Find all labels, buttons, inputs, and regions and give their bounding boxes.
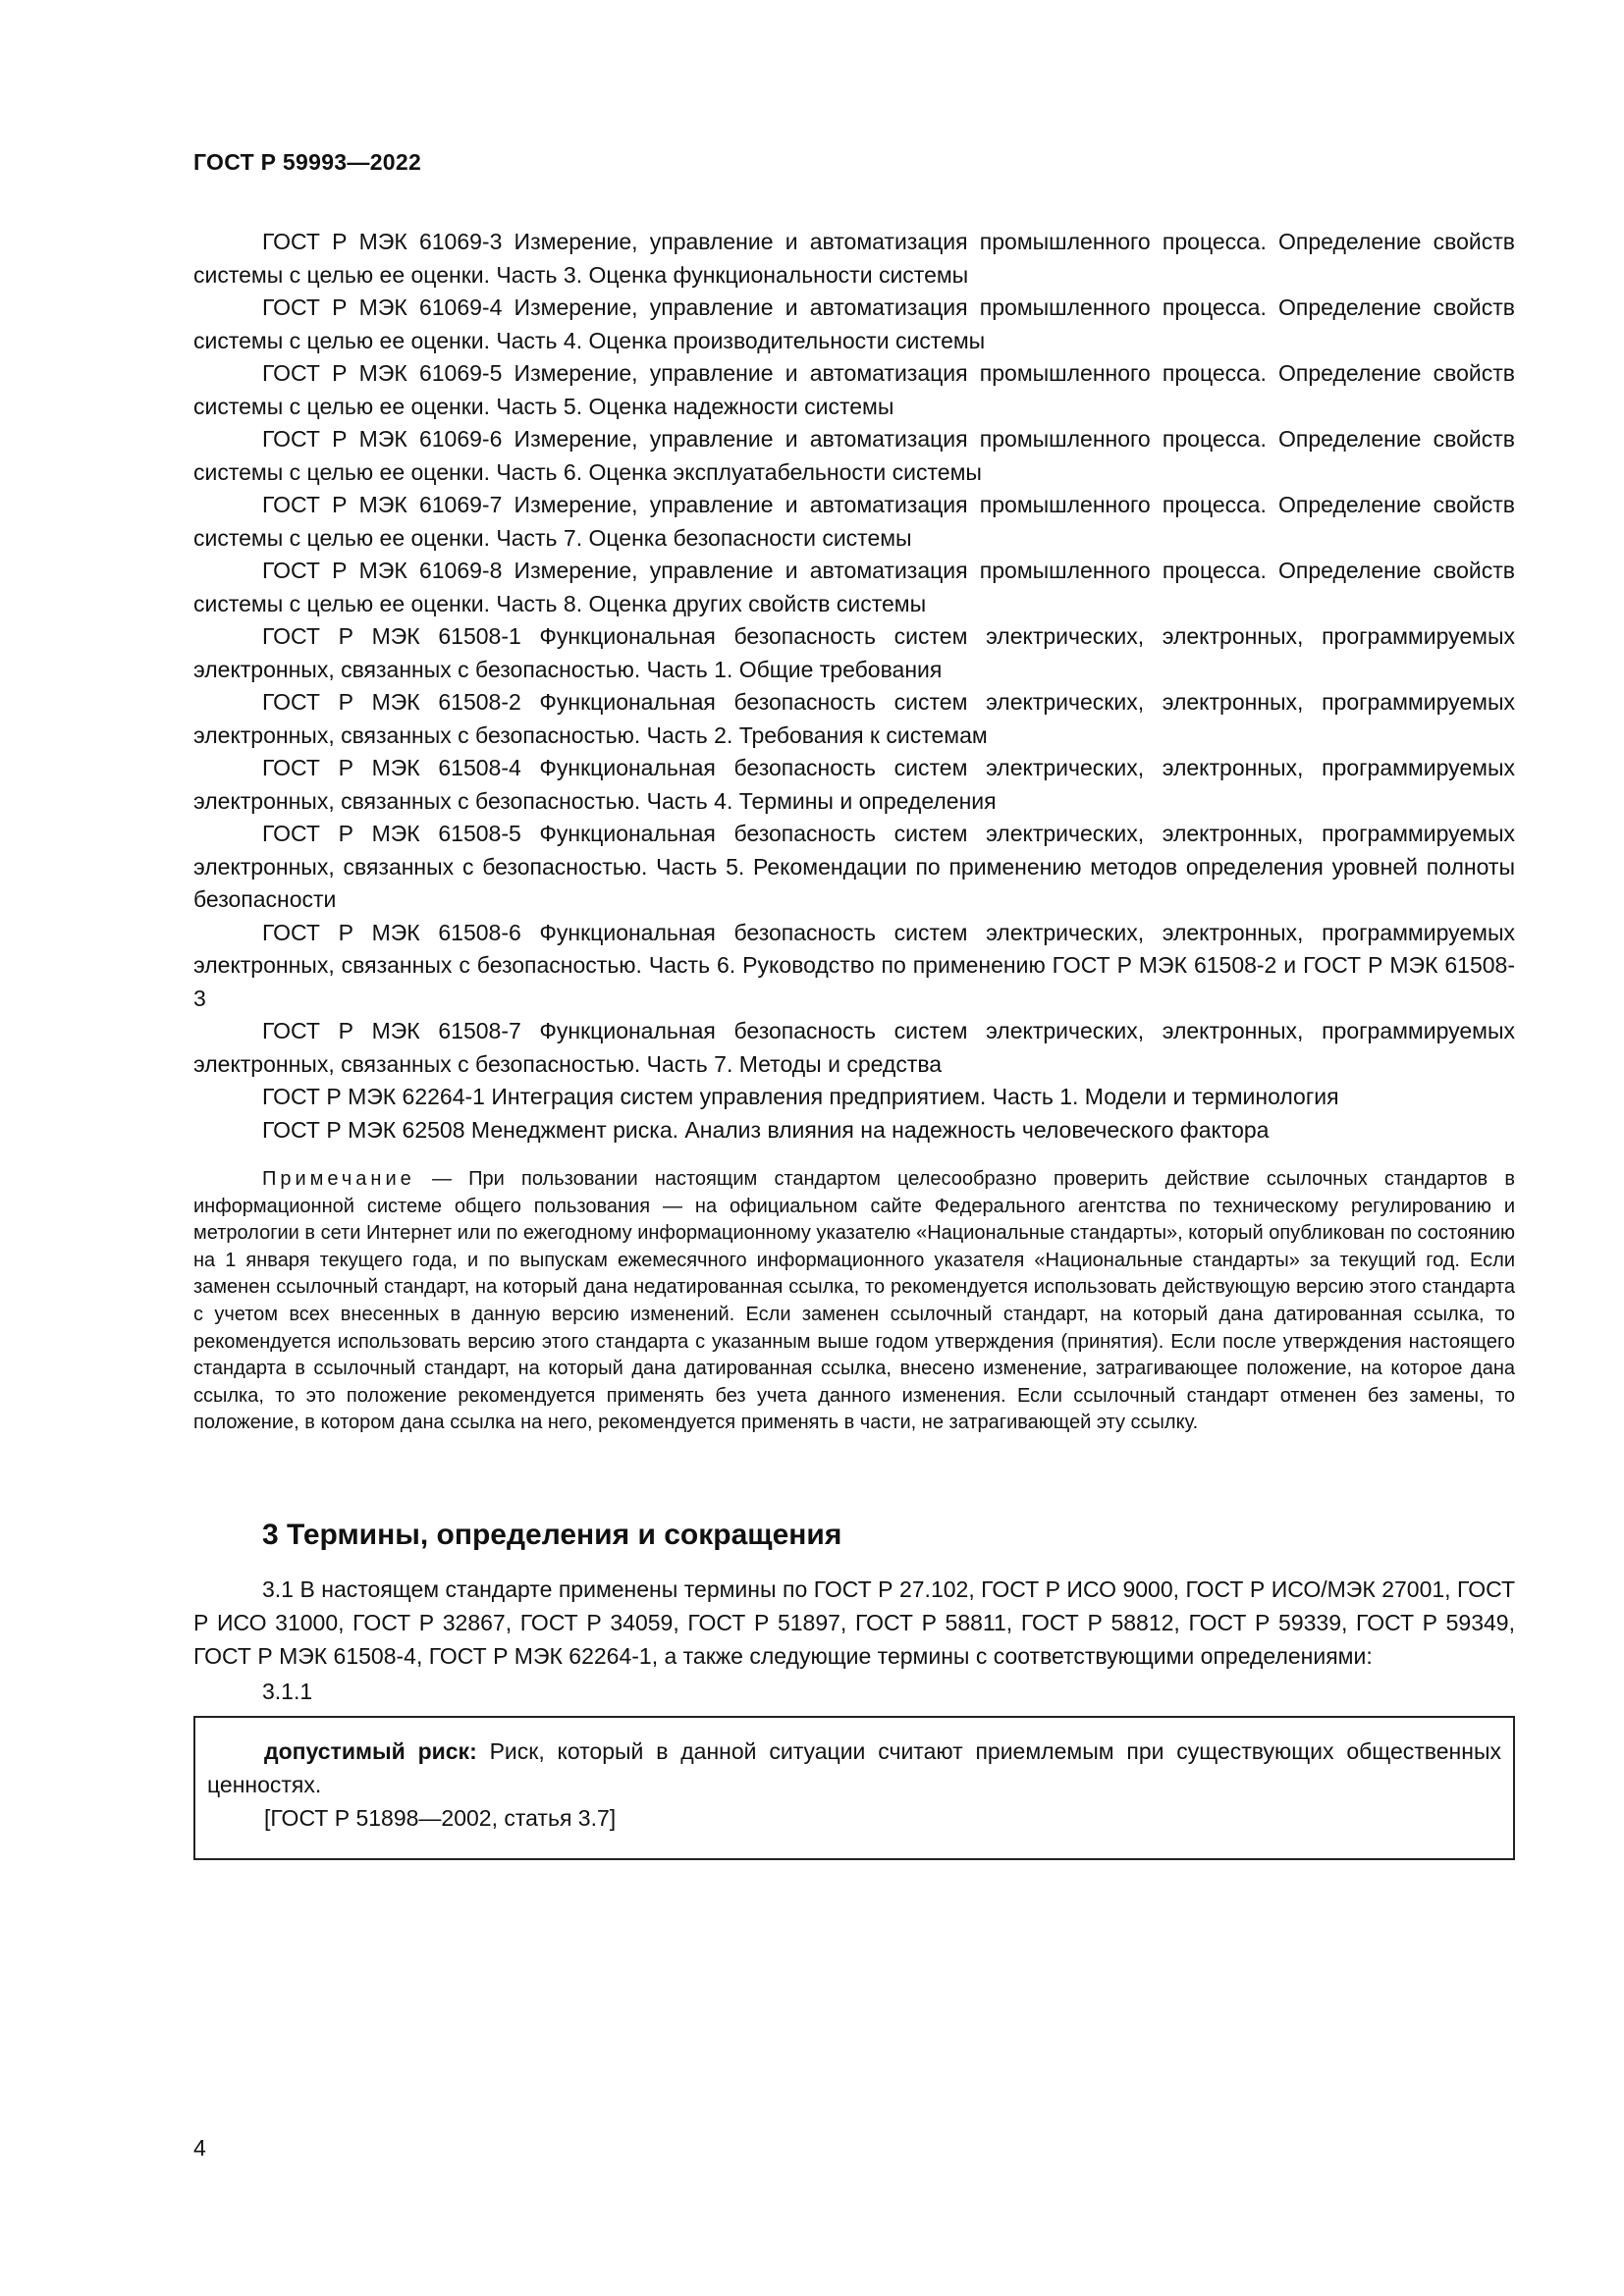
note-paragraph xyxy=(193,1166,1515,1437)
section-title: 3 Термины, определения и сокращения xyxy=(262,1518,842,1551)
page-content xyxy=(193,226,1515,1860)
reference-item: ГОСТ Р МЭК 61508-6 Функциональная безопасность систем электрических, электронных, программируемых электронных, связанных с безопасностью. Часть 6. Руководство по применению ГОСТ Р МЭК 61508-2 и ГОСТ Р МЭК 61508-3 xyxy=(193,919,1515,1011)
note-label: Примечание xyxy=(262,1168,415,1190)
term-source: [ГОСТ Р 51898—2002, статья 3.7] xyxy=(264,1804,617,1831)
reference-item: ГОСТ Р МЭК 61508-2 Функциональная безопасность систем электрических, электронных, программируемых электронных, связанных с безопасностью. Часть 2. Требования к системам xyxy=(193,689,1515,748)
reference-item: ГОСТ Р МЭК 61508-7 Функциональная безопасность систем электрических, электронных, программируемых электронных, связанных с безопасностью. Часть 7. Методы и средства xyxy=(193,1018,1515,1077)
reference-item: ГОСТ Р МЭК 61508-4 Функциональная безопасность систем электрических, электронных, программируемых электронных, связанных с безопасностью. Часть 4. Термины и определения xyxy=(193,755,1515,814)
reference-item: ГОСТ Р МЭК 62508 Менеджмент риска. Анализ влияния на надежность человеческого фактора xyxy=(262,1116,1270,1143)
reference-item: ГОСТ Р МЭК 61069-5 Измерение, управление и автоматизация промышленного процесса. Определение свойств системы с целью ее оценки. Часть 5. Оценка надежности системы xyxy=(193,360,1515,419)
reference-item: ГОСТ Р МЭК 61069-4 Измерение, управление и автоматизация промышленного процесса. Определение свойств системы с целью ее оценки. Часть 4. Оценка производительности системы xyxy=(193,294,1515,353)
reference-item: ГОСТ Р МЭК 61069-3 Измерение, управление и автоматизация промышленного процесса. Определение свойств системы с целью ее оценки. Часть 3. Оценка функциональности системы xyxy=(193,229,1515,288)
term-definition-text: Риск, который в данной ситуации считают приемлемым при существующих общественных ценностях. xyxy=(207,1737,1501,1797)
reference-item: ГОСТ Р МЭК 61069-7 Измерение, управление и автоматизация промышленного процесса. Определение свойств системы с целью ее оценки. Часть 7. Оценка безопасности системы xyxy=(193,492,1515,551)
term-definition xyxy=(207,1735,1501,1801)
page-number: 4 xyxy=(193,2135,206,2161)
reference-item: ГОСТ Р МЭК 61069-6 Измерение, управление и автоматизация промышленного процесса. Определение свойств системы с целью ее оценки. Часть 6. Оценка эксплуатабельности системы xyxy=(193,426,1515,485)
reference-item: ГОСТ Р МЭК 61069-8 Измерение, управление и автоматизация промышленного процесса. Определение свойств системы с целью ее оценки. Часть 8. Оценка других свойств системы xyxy=(193,558,1515,616)
term-name: допустимый риск: xyxy=(264,1737,477,1764)
section-paragraph: 3.1 В настоящем стандарте применены термины по ГОСТ Р 27.102, ГОСТ Р ИСО 9000, ГОСТ Р ИСО/МЭК 27001, ГОСТ Р ИСО 31000, ГОСТ Р 32867, ГОСТ Р 34059, ГОСТ Р 51897, ГОСТ Р 58811, ГОСТ Р 58812, ГОСТ Р 59339, ГОСТ Р 59349, ГОСТ Р МЭК 61508-4, ГОСТ Р МЭК 62264-1, а также следующие термины с соответствующими определениями: xyxy=(193,1575,1515,1669)
normative-references-list xyxy=(193,226,1515,1147)
term-definition-box xyxy=(193,1716,1515,1860)
term-item-number: 3.1.1 xyxy=(262,1678,313,1704)
reference-item: ГОСТ Р МЭК 61508-1 Функциональная безопасность систем электрических, электронных, программируемых электронных, связанных с безопасностью. Часть 1. Общие требования xyxy=(193,623,1515,682)
document-code: ГОСТ Р 59993—2022 xyxy=(193,149,422,175)
note-text: — При пользовании настоящим стандартом целесообразно проверить действие ссылочных стандартов в информационной системе общего пользования — на официальном сайте Федерального агентства по техническому регулированию и метрологии в сети Интернет или по ежегодному информационному указателю «Национальные стандарты», который опубликован по состоянию на 1 января текущего года, и по выпускам ежемесячного информационного указателя «Национальные стандарты» за текущий год. Если заменен ссылочный стандарт, на который дана недатированная ссылка, то рекомендуется использовать действующую версию этого стандарта с учетом всех внесенных в данную версию изменений. Если заменен ссылочный стандарт, на который дана датированная ссылка, то рекомендуется использовать версию этого стандарта с указанным выше годом утверждения (принятия). Если после утверждения настоящего стандарта в ссылочный стандарт, на который дана датированная ссылка, внесено изменение, затрагивающее положение, на которое дана ссылка, то это положение рекомендуется применять без учета данного изменения. Если ссылочный стандарт отменен без замены, то положение, в котором дана ссылка на него, рекомендуется применять в части, не затрагивающей эту ссылку. xyxy=(193,1168,1515,1434)
reference-item: ГОСТ Р МЭК 62264-1 Интеграция систем управления предприятием. Часть 1. Модели и терминология xyxy=(262,1084,1339,1109)
reference-item: ГОСТ Р МЭК 61508-5 Функциональная безопасность систем электрических, электронных, программируемых электронных, связанных с безопасностью. Часть 5. Рекомендации по применению методов определения уровней полноты безопасности xyxy=(193,821,1515,912)
